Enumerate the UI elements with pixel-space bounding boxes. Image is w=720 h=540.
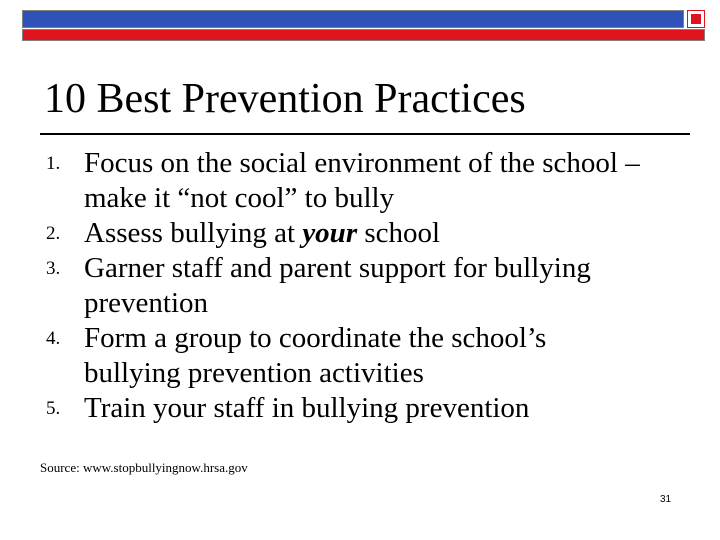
list-item-text: Focus on the social environment of the school – make it “not cool” to bully [84,147,640,214]
practices-list [0,146,720,426]
header-blue-bar [22,10,684,28]
page-number: 31 [660,494,672,505]
list-item-emphasis: your [302,217,358,249]
list-item-number: 2. [46,223,61,244]
list-item-number: 3. [46,258,61,279]
title-underline [40,133,690,135]
list-item [0,251,644,321]
list-item-text: Train your staff in bullying prevention [84,392,530,424]
header-red-bar [22,29,705,41]
list-item-number: 1. [46,153,61,174]
list-item [0,391,644,426]
list-item-number: 4. [46,328,61,349]
source-citation: Source: www.stopbullyingnow.hrsa.gov [40,460,248,475]
slide-title: 10 Best Prevention Practices [44,76,526,122]
list-item [0,146,644,216]
list-item-text: Form a group to coordinate the school’s bullying prevention activities [84,322,547,389]
list-item [0,321,644,391]
list-item-text-before: Assess bullying at [84,217,303,249]
list-item-text-after: school [357,217,441,249]
header-red-square [687,10,705,28]
list-item-number: 5. [46,398,61,419]
list-item [0,216,644,251]
list-item-text: Garner staff and parent support for bullying prevention [84,252,591,319]
